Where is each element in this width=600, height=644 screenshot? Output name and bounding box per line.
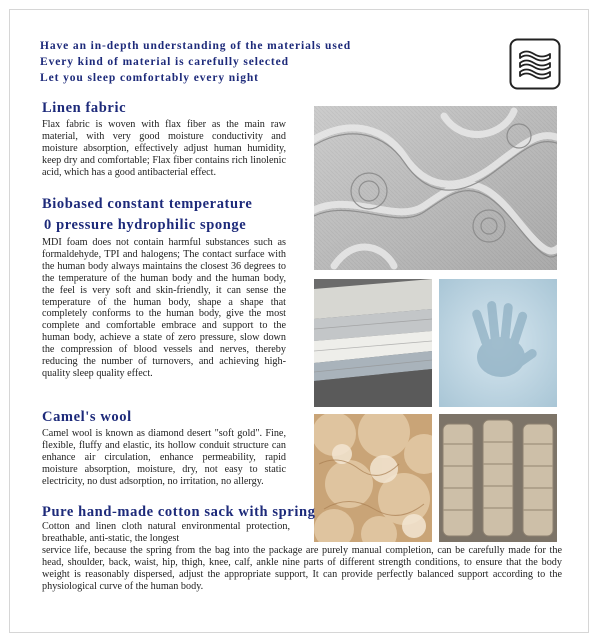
cotton-body-full: service life, because the spring from the bag into the package are purely manual completion, can be carefully made for the head, shoulder, back, waist, hip, thigh, knee, calf, ankle nine parts of different strength conditions, to ensure that the body weight is reasonably dispersed, adjust the appropriate support, It can provide perfectly balanced support according to the physiological curve of the human body. [42, 545, 562, 592]
linen-fabric-photo [314, 106, 557, 270]
camel-body: Camel wool is known as diamond desert "soft gold". Fine, flexible, fluffy and elastic, its hollow conduit structure can enhance air circulation, enhance permeability, rapid moisture absorption, moisture, dry, not easy to static electricity, no dust adsorption, no irritation, no allergy. [42, 428, 286, 487]
sponge-handprint-photo [439, 279, 557, 407]
intro-line: Have an in-depth understanding of the materials used [40, 40, 352, 52]
cotton-spring-photo [439, 414, 557, 542]
biobased-title: Biobased constant temperature [42, 196, 253, 212]
camel-title: Camel's wool [42, 409, 132, 425]
sponge-body: MDI foam does not contain harmful substances such as formaldehyde, TPI and halogens; The contact surface with the human body always maintains the closest 36 degrees to the temperature of the human body and the human body, the feel is very soft and skin-friendly, it can sense the temperature of the human body, shape a shape that completely conforms to the human body, give the most complete and comfortable embrace and support to the human body, achieve a state of zero pressure, slow down the compression of blood vessels and nerves, thereby reducing the number of turnovers, and achieving high-quality sleep quality effect. [42, 237, 286, 379]
intro-line: Every kind of material is carefully selected [40, 56, 289, 68]
sponge-title: 0 pressure hydrophilic sponge [44, 217, 247, 233]
linen-title: Linen fabric [42, 100, 127, 116]
layered-material-icon [509, 38, 561, 90]
cotton-title: Pure hand-made cotton sack with spring [42, 504, 316, 520]
intro-lines [40, 38, 351, 86]
linen-body: Flax fabric is woven with flax fiber as the main raw material, with very good moisture conductivity and moisture absorption, effectively adjust human humidity, keep dry and comfortable; Flax fiber contains rich linolenic acid, which has a good antibacterial effect. [42, 119, 286, 178]
intro-line: Let you sleep comfortably every night [40, 72, 259, 84]
camel-wool-photo [314, 414, 432, 542]
layered-fabric-photo [314, 279, 432, 407]
cotton-body-intro: Cotton and linen cloth natural environmental protection, breathable, anti-static, the longest [42, 521, 290, 544]
